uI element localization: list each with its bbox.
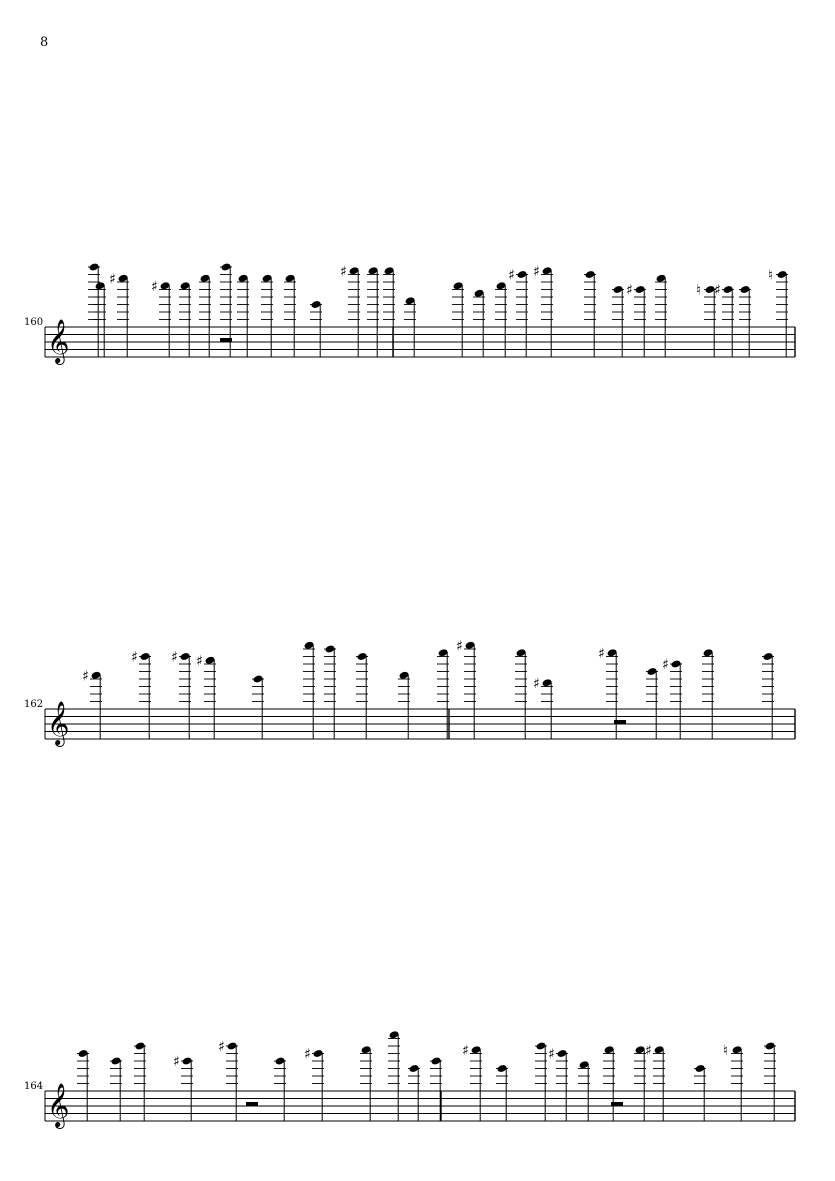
note — [196, 653, 216, 739]
note — [151, 279, 171, 357]
note — [598, 646, 618, 739]
natural-icon: ♮ — [696, 282, 702, 299]
notes-layer — [77, 262, 788, 1121]
note — [533, 676, 553, 739]
staff-system — [45, 701, 795, 747]
treble-clef-icon: 𝄞 — [47, 319, 70, 363]
note — [533, 264, 553, 357]
note — [237, 274, 249, 357]
note — [768, 268, 788, 358]
note — [548, 1047, 568, 1122]
sharp-icon: ♯ — [645, 1042, 652, 1059]
sharp-icon: ♯ — [598, 645, 605, 662]
note — [109, 271, 129, 357]
staves-layer — [45, 319, 795, 1129]
note — [284, 274, 296, 357]
sharp-icon: ♯ — [626, 282, 633, 299]
note — [77, 1049, 89, 1121]
note — [82, 668, 102, 739]
note — [714, 283, 734, 358]
note — [274, 1056, 286, 1121]
whole-rest-icon — [246, 1102, 258, 1106]
sharp-icon: ♯ — [109, 271, 116, 288]
sharp-icon: ♯ — [533, 675, 540, 692]
note — [702, 648, 714, 739]
measure-number: 164 — [24, 1081, 44, 1092]
measure-number: 162 — [24, 699, 44, 710]
sharp-icon: ♯ — [548, 1046, 555, 1063]
note — [694, 1064, 706, 1121]
staff-system — [45, 319, 795, 365]
sharp-icon: ♯ — [196, 653, 203, 670]
note — [603, 1045, 615, 1121]
note — [220, 262, 232, 357]
sharp-icon: ♯ — [173, 1054, 180, 1070]
note — [584, 270, 596, 357]
treble-clef-icon: 𝄞 — [47, 1083, 70, 1127]
sharp-icon: ♯ — [171, 649, 178, 666]
sharp-icon: ♯ — [82, 668, 89, 685]
note — [612, 285, 624, 357]
note — [134, 1041, 146, 1121]
note — [383, 266, 395, 357]
sharp-icon: ♯ — [151, 278, 158, 295]
note — [462, 1043, 482, 1121]
note — [94, 281, 106, 357]
note — [495, 281, 507, 357]
note — [626, 283, 646, 358]
sharp-icon: ♯ — [340, 263, 347, 280]
sharp-icon: ♯ — [462, 1042, 469, 1059]
sharp-icon: ♯ — [456, 638, 463, 655]
note — [662, 657, 682, 739]
note — [360, 1045, 372, 1121]
note — [110, 1056, 122, 1121]
note — [261, 274, 273, 357]
staff-system — [45, 1083, 795, 1129]
note — [199, 274, 211, 357]
measure-number: 160 — [24, 317, 44, 328]
note — [473, 289, 485, 357]
note — [171, 650, 191, 740]
note — [646, 667, 658, 739]
page-number: 8 — [40, 35, 49, 50]
note — [179, 281, 191, 357]
note — [696, 283, 716, 358]
note — [324, 644, 336, 739]
note — [508, 268, 528, 358]
note — [131, 650, 151, 740]
note — [356, 652, 368, 739]
note — [430, 1056, 442, 1121]
note — [496, 1064, 508, 1121]
note — [764, 1041, 776, 1121]
note — [173, 1054, 193, 1121]
note — [340, 264, 360, 357]
sharp-icon: ♯ — [508, 267, 515, 284]
sharp-icon: ♯ — [714, 282, 721, 299]
note — [310, 300, 322, 357]
note — [739, 285, 751, 357]
sharp-icon: ♯ — [304, 1046, 311, 1063]
sharp-icon: ♯ — [662, 657, 669, 673]
note — [252, 674, 264, 739]
note — [515, 648, 527, 739]
note — [304, 1047, 324, 1122]
note — [408, 1064, 420, 1121]
note — [388, 1030, 400, 1121]
note — [218, 1039, 238, 1121]
treble-clef-icon: 𝄞 — [47, 701, 70, 745]
natural-icon: ♮ — [768, 267, 774, 284]
note — [437, 648, 449, 739]
note — [398, 671, 410, 739]
note — [645, 1043, 665, 1121]
note — [535, 1041, 547, 1121]
sharp-icon: ♯ — [218, 1039, 225, 1055]
note — [88, 262, 100, 357]
sharp-icon: ♯ — [131, 649, 138, 666]
sharp-icon: ♯ — [533, 263, 540, 280]
natural-icon: ♮ — [723, 1042, 729, 1059]
note — [367, 266, 379, 357]
note — [762, 652, 774, 739]
note — [723, 1043, 743, 1121]
note — [655, 274, 667, 357]
note — [452, 281, 464, 357]
